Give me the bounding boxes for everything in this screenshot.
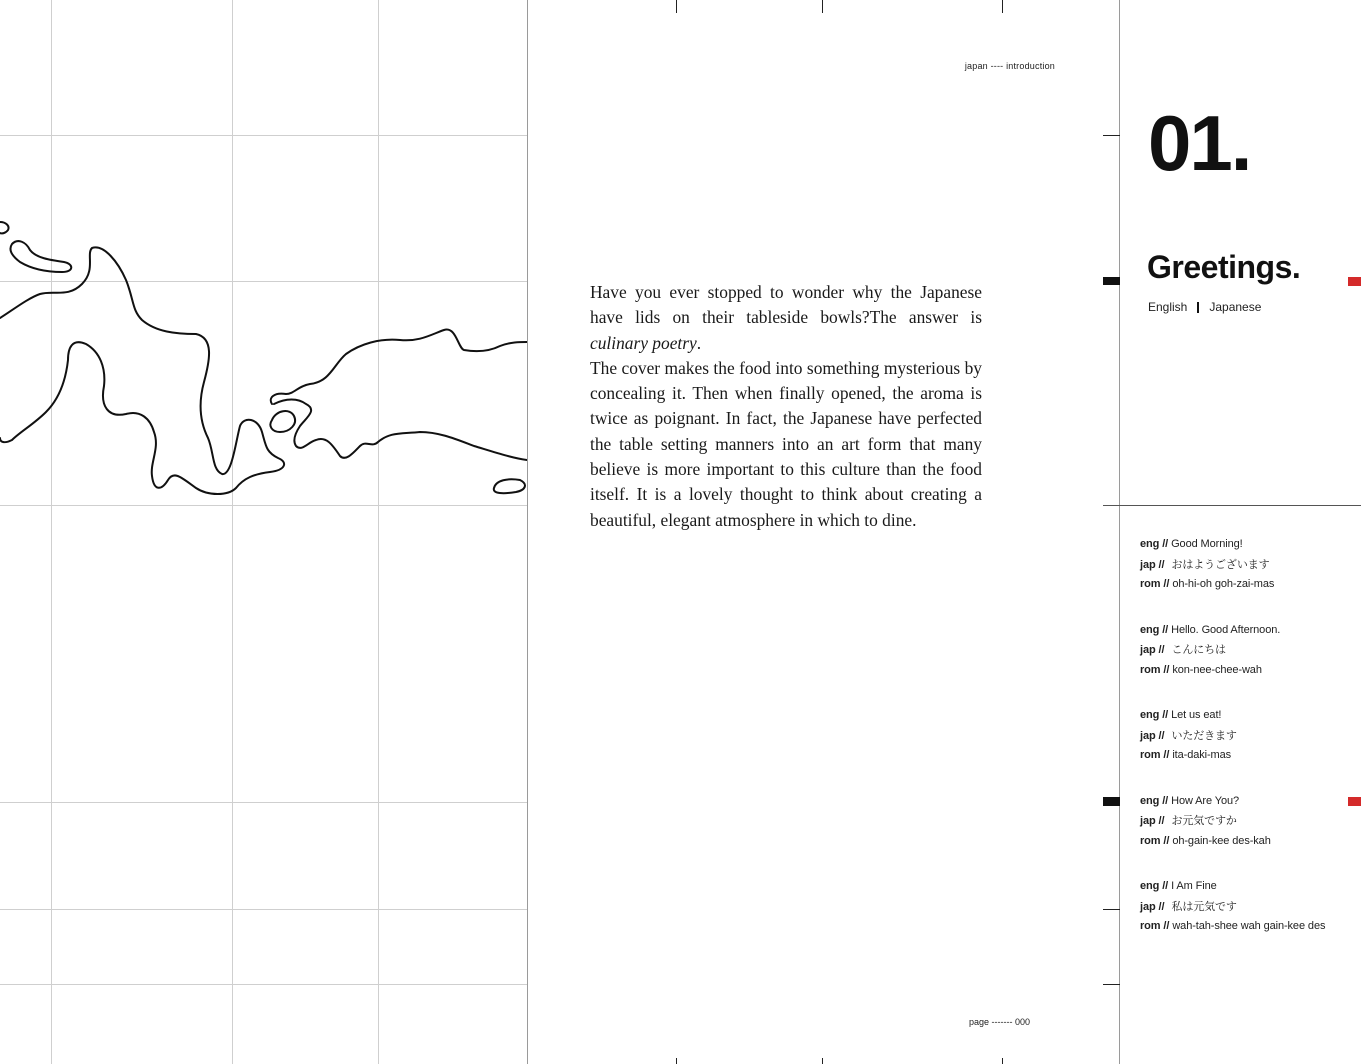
phrase-key: rom // — [1140, 834, 1170, 847]
phrase-rom — [1140, 746, 1361, 766]
phrase-key: rom // — [1140, 920, 1170, 932]
phrase-value: kon-nee-chee-wah — [1172, 663, 1262, 676]
crop-mark-top — [676, 0, 677, 13]
map-island-southeast — [494, 479, 525, 493]
phrase-value: Hello. Good Afternoon. — [1171, 623, 1281, 636]
intro-body-text — [590, 280, 982, 533]
intro-text-period: . — [696, 332, 702, 353]
phrase-jap — [1140, 811, 1361, 832]
phrase-jap — [1140, 897, 1361, 918]
section-number: 01. — [1148, 99, 1251, 187]
phrase-eng — [1140, 621, 1361, 641]
language-japanese: Japanese — [1209, 300, 1262, 314]
phrase-jap — [1140, 726, 1361, 747]
phrase-key: jap // — [1140, 815, 1165, 827]
section-title: Greetings. — [1147, 249, 1301, 285]
phrase-block-good-morning — [1140, 535, 1361, 595]
phrase-value: ita-daki-mas — [1172, 749, 1232, 761]
phrase-key: rom // — [1140, 663, 1170, 676]
phrase-rom — [1140, 661, 1361, 681]
margin-mark — [1103, 909, 1120, 910]
phrase-block-let-us-eat — [1140, 706, 1361, 766]
phrase-value: こんにちは — [1171, 643, 1226, 656]
phrase-rom — [1140, 917, 1361, 937]
language-english: English — [1148, 300, 1188, 314]
greetings-panel — [1119, 0, 1361, 1064]
crop-mark-bottom — [822, 1058, 823, 1064]
phrase-value: oh-hi-oh goh-zai-mas — [1172, 578, 1275, 590]
language-separator — [1197, 302, 1199, 313]
crop-mark-top — [822, 0, 823, 13]
map-island-small-north — [0, 222, 9, 233]
section-marker-black — [1103, 277, 1120, 285]
language-toggle — [1148, 300, 1261, 314]
intro-text-lead: Have you ever stopped to wonder why the Japanese have lids on their tableside bowls?The answer is — [590, 282, 982, 328]
phrase-value: wah-tah-shee wah gain-kee des — [1172, 920, 1326, 932]
map-main-island — [0, 247, 284, 494]
phrase-key: jap // — [1140, 900, 1165, 913]
map-island-north-sliver — [10, 241, 71, 272]
phrase-value: Good Morning! — [1171, 538, 1243, 550]
phrase-eng — [1140, 877, 1361, 897]
phrase-block-i-am-fine — [1140, 877, 1361, 937]
text-panel — [527, 0, 1120, 1064]
japan-map-outline — [0, 0, 527, 1064]
margin-mark — [1103, 984, 1120, 985]
phrase-rom — [1140, 575, 1361, 595]
intro-paragraph-2: The cover makes the food into something mysterious by concealing it. Then when finally opened, the aroma is twice as poignant. In fact, the Japanese have perfected the table setting manners into an art form that many believe is more important to this culture than the food itself. It is a lovely thought to think about creating a beautiful, elegant atmosphere in which to dine. — [590, 357, 982, 530]
map-island-east — [274, 400, 527, 461]
phrase-eng — [1140, 535, 1361, 555]
map-island-center-small — [270, 411, 295, 432]
phrase-list — [1140, 535, 1361, 963]
section-marker-red — [1348, 277, 1361, 286]
phrase-value: Let us eat! — [1171, 709, 1222, 721]
running-header: japan ---- introduction — [964, 61, 1055, 71]
phrase-value: oh-gain-kee des-kah — [1172, 834, 1271, 847]
phrase-value: お元気ですか — [1171, 814, 1237, 827]
phrase-key: eng // — [1140, 538, 1169, 550]
section-divider — [1103, 505, 1361, 506]
map-panel — [0, 0, 527, 1064]
phrase-eng — [1140, 706, 1361, 726]
crop-mark-bottom — [1002, 1058, 1003, 1064]
phrase-key: eng // — [1140, 623, 1169, 636]
phrase-value: How Are You? — [1171, 794, 1240, 807]
phrase-key: jap // — [1140, 644, 1165, 656]
phrase-key: rom // — [1140, 749, 1170, 761]
page-number-label: page ------- 000 — [969, 1017, 1031, 1027]
margin-mark — [1103, 135, 1120, 136]
phrase-jap — [1140, 555, 1361, 576]
phrase-value: おはようございます — [1171, 557, 1270, 571]
phrase-value: 私は元気です — [1171, 899, 1237, 913]
intro-paragraph-1 — [590, 280, 982, 356]
phrase-block-how-are-you — [1140, 792, 1361, 852]
phrase-value: I Am Fine — [1171, 880, 1217, 892]
phrase-key: eng // — [1140, 880, 1169, 892]
phrase-eng — [1140, 792, 1361, 812]
phrase-key: jap // — [1140, 729, 1165, 742]
phrase-key: eng // — [1140, 709, 1169, 721]
phrase-value: いただきます — [1171, 728, 1237, 742]
intro-text-italic: culinary poetry — [590, 332, 697, 353]
phrase-key: rom // — [1140, 578, 1170, 590]
phrase-rom — [1140, 832, 1361, 852]
phrase-block-hello — [1140, 621, 1361, 681]
phrase-key: eng // — [1140, 794, 1169, 807]
crop-mark-top — [1002, 0, 1003, 13]
crop-mark-bottom — [676, 1058, 677, 1064]
phrase-jap — [1140, 640, 1361, 661]
phrase-marker-black — [1103, 797, 1120, 806]
phrase-key: jap // — [1140, 558, 1165, 571]
map-island-east-top — [271, 330, 527, 404]
